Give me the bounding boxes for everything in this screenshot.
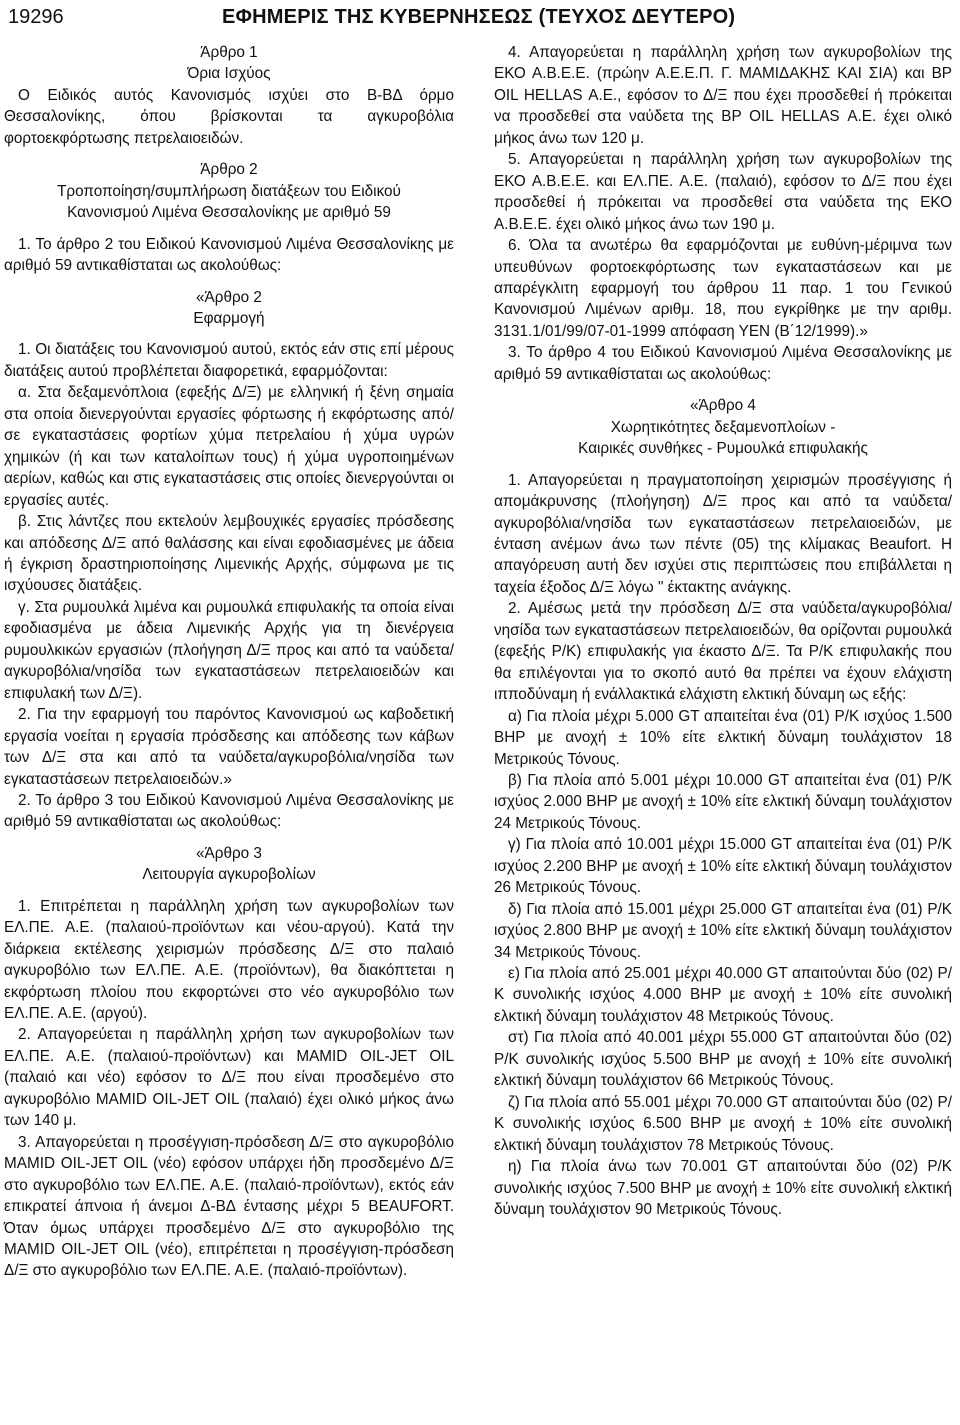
quoted-article-4-item-e: ε) Για πλοία από 25.001 μέχρι 40.000 GT απαιτούνται δύο (02) Ρ/Κ συνολικής ισχύος 4.000 BHP με ανοχή ± 10% είτε συνολική ελκτική δύναμη τουλάχιστον 48 Μετρικούς Τόνους. (494, 965, 952, 1025)
quoted-article-4-paragraph-2: 2. Αμέσως μετά την πρόσδεση Δ/Ξ στα ναύδετα/αγκυροβόλια/νησίδα των εγκαταστάσεων πετρελαιοειδών, θα ορίζονται ρυμουλκά (εφεξής Ρ/Κ) επιφυλακής για έκαστο Δ/Ξ. Τα Ρ/Κ επιφυλακής που θα επιλέγονται για το σκοπό αυτό θα πρέπει να έχουν ελάχιστη ιπποδύναμη ή ενάλλακτικά ελάχιστη ελκτική δύναμη ως εξής: (494, 600, 952, 704)
quoted-article-2-item-c: γ. Στα ρυμουλκά λιμένα και ρυμουλκά επιφυλακής τα οποία είναι εφοδιασμένα με άδεια Λιμενικής Αρχής για τη διενέργεια ρυμουλκικών εργασιών (πλοήγηση Δ/Ξ προς και από τα ναύδετα/αγκυροβόλια/νησίδα των εγκαταστάσεων πετρελαιοειδών και επιφυλακή των Δ/Ξ). (4, 598, 454, 702)
article-2-subtitle-line-2: Κανονισμού Λιμένα Θεσσαλονίκης με αριθμό 59 (67, 204, 391, 222)
article-2-paragraph-1: 1. Το άρθρο 2 του Ειδικού Κανονισμού Λιμένα Θεσσαλονίκης με αριθμό 59 αντικαθίσταται ως ακολούθως: (4, 235, 454, 275)
quoted-article-4-title: «Άρθρο 4 (690, 397, 756, 415)
article-1-paragraph: Ο Ειδικός αυτός Κανονισμός ισχύει στο Β-ΒΔ όρμο Θεσσαλονίκης, όπου βρίσκονται τα αγκυροβόλια φορτοεκφόρτωσης πετρελαιοειδών. (4, 86, 454, 147)
quoted-article-2-title: «Άρθρο 2 (196, 288, 262, 306)
quoted-article-4-item-a: α) Για πλοία μέχρι 5.000 GT απαιτείται ένα (01) Ρ/Κ ισχύος 1.500 BHP με ανοχή ± 10% είτε ελκτική δύναμη τουλάχιστον 18 Μετρικούς Τόνους. (494, 707, 952, 768)
quoted-article-2-item-a: α. Στα δεξαμενόπλοια (εφεξής Δ/Ξ) με ελληνική ή ξένη σημαία στα οποία διενεργούνται εργασίες φόρτωσης ή εκφόρτωσης από/σε εγκαταστάσεις φορτίων χύμα πετρελαίου ή χύμα υγρών χημικών (ή και των καταλοίπων τους) ή χύμα υγροποιημένων αερίων, καθώς και στις εγκαταστάσεις στις οποίες διενεργούνται οι εργασίες αυτές. (4, 384, 454, 509)
quoted-article-3-paragraph-6: 6. Όλα τα ανωτέρω θα εφαρμόζονται με ευθύνη-μέριμνα των υπευθύνων φορτοεκφόρτωσης των εγκαταστάσεων και με απαρέγκλιτη εφαρμογή του άρθρου 11 παρ. 1 του Γενικού Κανονισμού Λιμένων αριθμ. 18, που εγκρίθηκε με την αριθμ. 3131.1/01/99/07-01-1999 απόφαση ΥΕΝ (Β΄12/1999).» (494, 237, 952, 340)
quoted-article-4-item-c: γ) Για πλοία από 10.001 μέχρι 15.000 GT απαιτείται ένα (01) Ρ/Κ ισχύος 2.200 BHP με ανοχή ± 10% είτε ελκτική δύναμη τουλάχιστον 26 Μετρικούς Τόνους. (494, 836, 952, 897)
quoted-article-4-item-d: δ) Για πλοία από 15.001 μέχρι 25.000 GT απαιτείται ένα (01) Ρ/Κ ισχύος 2.800 BHP με ανοχή ± 10% είτε ελκτική δύναμη τουλάχιστον 34 Μετρικούς Τόνους. (494, 900, 952, 961)
quoted-article-3-subtitle: Λειτουργία αγκυροβολίων (142, 866, 316, 884)
quoted-article-2-paragraph-1: 1. Οι διατάξεις του Κανονισμού αυτού, εκτός εάν στις επί μέρους διατάξεις αυτού προβλέπεται διαφορετικά, εφαρμόζονται: (4, 341, 454, 380)
quoted-article-4-item-h: η) Για πλοία άνω των 70.001 GT απαιτούνται δύο (02) Ρ/Κ συνολικής ισχύος 7.500 BHP με ανοχή ± 10% είτε συνολική ελκτική δύναμη τουλάχιστον 90 Μετρικούς Τόνους. (494, 1158, 952, 1219)
quoted-article-3-paragraph-5: 5. Απαγορεύεται η παράλληλη χρήση των αγκυροβολίων της ΕΚΟ Α.Β.Ε.Ε. και ΕΛ.ΠΕ. Α.Ε. (παλαιό), εφόσον το Δ/Ξ που έχει προσδεθεί ή πρόκειται να προσδεθεί στα ναύδετα της ΕΚΟ Α.Β.Ε.Ε. έχει ολικό μήκος άνω των 190 μ. (494, 151, 952, 233)
quoted-article-3-paragraph-4: 4. Απαγορεύεται η παράλληλη χρήση των αγκυροβολίων της ΕΚΟ Α.Β.Ε.Ε. (πρώην Α.Ε.Ε.Π. Γ. ΜΑΜΙΔΑΚΗΣ ΚΑΙ ΣΙΑ) και BP OIL HELLAS Α.Ε., εφόσον το Δ/Ξ που έχει προσδεθεί ή πρόκειται να προσδεθεί στα ναύδετα της BP OIL HELLAS Α.Ε. έχει ολικό μήκος άνω των 120 μ. (494, 44, 952, 147)
article-1-subtitle: Όρια Ισχύος (187, 65, 271, 83)
quoted-article-4-item-st: στ) Για πλοία από 40.001 μέχρι 55.000 GT απαιτούνται δύο (02) Ρ/Κ συνολικής ισχύος 5.500 BHP με ανοχή ± 10% είτε συνολική ελκτική δύναμη τουλάχιστον 66 Μετρικούς Τόνους. (494, 1029, 952, 1090)
article-2-paragraph-2: 2. Το άρθρο 3 του Ειδικού Κανονισμού Λιμένα Θεσσαλονίκης με αριθμό 59 αντικαθίσταται ως ακολούθως: (4, 791, 454, 831)
right-column (494, 42, 952, 1220)
article-2-paragraph-3: 3. Το άρθρο 4 του Ειδικού Κανονισμού Λιμένα Θεσσαλονίκης με αριθμό 59 αντικαθίσταται ως ακολούθως: (494, 344, 952, 383)
quoted-article-2-subtitle: Εφαρμογή (193, 309, 265, 327)
article-1-title: Άρθρο 1 (200, 44, 258, 61)
quoted-article-4-item-z: ζ) Για πλοία από 55.001 μέχρι 70.000 GT απαιτούνται δύο (02) Ρ/Κ συνολικής ισχύος 6.500 BHP με ανοχή ± 10% είτε συνολική ελκτική δύναμη τουλάχιστον 78 Μετρικούς Τόνους. (494, 1093, 952, 1154)
quoted-article-3-paragraph-3: 3. Απαγορεύεται η προσέγγιση-πρόσδεση Δ/Ξ στο αγκυροβόλιο MAMID OIL-JET OIL (νέο) εφόσον υπάρχει ήδη προσδεμένο Δ/Ξ στο αγκυροβόλιο των ΕΛ.ΠΕ. Α.Ε. (παλαιό-προϊόντων), εκτός εάν επικρατεί άπνοια ή άνεμοι Δ-ΒΔ έντασης μέχρι 5 BEAUFORT. Όταν όμως υπάρχει προσδεμένο Δ/Ξ στο αγκυροβόλιο της MAMID OIL-JET OIL (νέο), επιτρέπεται η προσέγγιση-πρόσδεση Δ/Ξ στο αγκυροβόλιο των ΕΛ.ΠΕ. Α.Ε. (παλαιό-προϊόντων). (4, 1133, 454, 1280)
quoted-article-4-subtitle-line-2: Καιρικές συνθήκες - Ρυμουλκά επιφυλακής (578, 440, 868, 458)
quoted-article-2-item-b: β. Στις λάντζες που εκτελούν λεμβουχικές εργασίες πρόσδεσης και απόδεσης Δ/Ξ από θαλάσσης και είναι εφοδιασμένες με άδεια ή έγκριση δραστηριοποίησης Λιμενικής Αρχής, σύμφωνα με τις ισχύουσες διατάξεις. (4, 513, 454, 595)
quoted-article-4-item-b: β) Για πλοία από 5.001 μέχρι 10.000 GT απαιτείται ένα (01) Ρ/Κ ισχύος 2.000 BHP με ανοχή ± 10% είτε ελκτική δύναμη τουλάχιστον 24 Μετρικούς Τόνους. (494, 771, 952, 832)
article-2-subtitle-line-1: Τροποποίηση/συμπλήρωση διατάξεων του Ειδικού (57, 182, 401, 200)
left-column (4, 42, 454, 1282)
page-number: 19296 (8, 6, 64, 28)
quoted-article-4-subtitle-line-1: Χωρητικότητες δεξαμενοπλοίων - (610, 418, 836, 436)
quoted-article-2-paragraph-2: 2. Για την εφαρμογή του παρόντος Κανονισμού ως καβοδετική εργασία νοείται η εργασία πρόσδεσης και απόδεσης των κάβων των Δ/Ξ στα και από τα ναύδετα/αγκυροβόλια/νησίδα των εγκαταστάσεων πετρελαιοειδών.» (4, 706, 454, 788)
article-2-title: Άρθρο 2 (200, 161, 258, 179)
quoted-article-3-paragraph-2: 2. Απαγορεύεται η παράλληλη χρήση των αγκυροβολίων των ΕΛ.ΠΕ. Α.Ε. (παλαιού-προϊόντων) και MAMID OIL-JET OIL (παλαιό και νέο) εφόσον το Δ/Ξ που είναι προσδεμένο στο αγκυροβόλιο MAMID OIL-JET OIL (παλαιό) έχει ολικό μήκος άνω των 140 μ. (4, 1026, 454, 1130)
gazette-title: ΕΦΗΜΕΡΙΣ ΤΗΣ ΚΥΒΕΡΝΗΣΕΩΣ (ΤΕΥΧΟΣ ΔΕΥΤΕΡΟ) (222, 6, 736, 28)
quoted-article-3-paragraph-1: 1. Επιτρέπεται η παράλληλη χρήση των αγκυροβολίων των ΕΛ.ΠΕ. Α.Ε. (παλαιού-προϊόντων και νέου-αργού). Κατά την διάρκεια εκτέλεσης χειρισμών πρόσδεσης Δ/Ξ στο παλαιό αγκυροβόλιο των ΕΛ.ΠΕ. Α.Ε. (προϊόντων), θα διακόπτεται η εκφόρτωση πλοίου που εκφορτώνει στο νέο αγκυροβόλιο των ΕΛ.ΠΕ. Α.Ε. (αργού). (4, 897, 454, 1023)
quoted-article-3-title: «Άρθρο 3 (196, 844, 262, 862)
quoted-article-4-paragraph-1: 1. Απαγορεύεται η πραγματοποίηση χειρισμών προσέγγισης ή απομάκρυνσης (πλοήγηση) Δ/Ξ προς και από τα ναύδετα/αγκυροβόλια/νησίδα των εγκαταστάσεων πετρελαιοειδών, με ένταση ανέμων άνω των πέντε (05) της κλίμακας Beaufort. Η απαγόρευση αυτή δεν ισχύει στις περιπτώσεις που επιβάλλεται η ταχεία έξοδος Δ/Ξ λόγω " έκτακτης ανάγκης. (494, 471, 952, 596)
page-header (8, 6, 952, 40)
